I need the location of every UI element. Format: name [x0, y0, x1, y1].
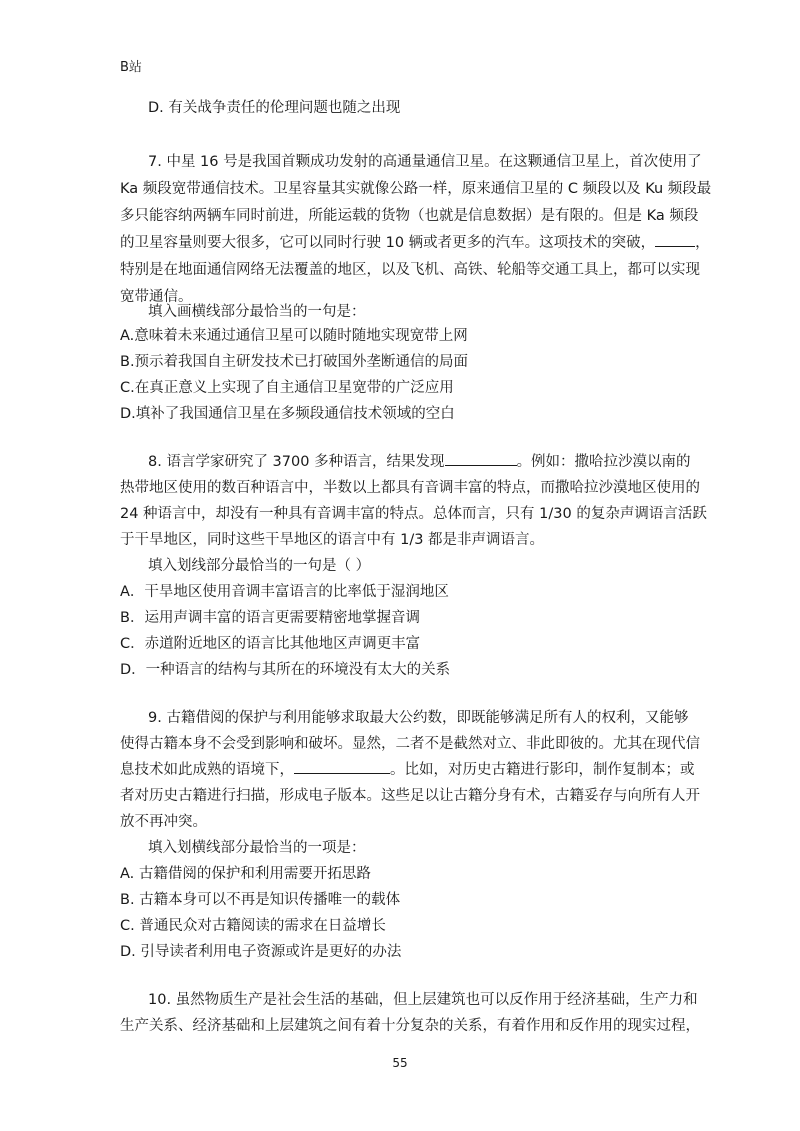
q9-option-c: C. 普通民众对古籍阅读的需求在日益增长	[120, 918, 386, 934]
q8-option-d: D．一种语言的结构与其所在的环境没有太大的关系	[120, 662, 451, 678]
q9-option-a: A. 古籍借阅的保护和利用需要开拓思路	[120, 866, 371, 882]
q7-line-4-tail: ，	[695, 235, 710, 251]
q9-fill-blank	[294, 759, 390, 774]
q8-line-1-tail: 。例如：撒哈拉沙漠以南的	[516, 454, 691, 470]
q7-line-5: 特别是在地面通信网络无法覆盖的地区，以及飞机、高铁、轮船等交通工具上，都可以实现	[120, 262, 700, 278]
q7-line-2: Ka 频段宽带通信技术。卫星容量其实就像公路一样，原来通信卫星的 C 频段以及 Ku 频段最	[120, 181, 712, 197]
q10-line-2: 生产关系、经济基础和上层建筑之间有着十分复杂的关系，有着作用和反作用的现实过程，	[120, 1018, 700, 1034]
q8-line-1	[148, 450, 691, 471]
q7-line-3: 多只能容纳两辆车同时前进，所能运载的货物（也就是信息数据）是有限的。但是 Ka 频段	[120, 208, 699, 224]
q8-line-4: 于干旱地区，同时这些干旱地区的语言中有 1/3 都是非声调语言。	[120, 532, 545, 548]
q7-prompt: 填入画横线部分最恰当的一句是：	[148, 304, 366, 320]
q7-line-4	[120, 231, 710, 252]
q9-line-3	[120, 758, 695, 779]
q9-line-1: 9. 古籍借阅的保护与利用能够求取最大公约数，即既能够满足所有人的权利，又能够	[148, 710, 689, 726]
q8-option-c: C．赤道附近地区的语言比其他地区声调更丰富	[120, 636, 421, 652]
q8-prompt: 填入划线部分最恰当的一句是（ ）	[148, 558, 371, 574]
q7-option-c: C.在真正意义上实现了自主通信卫星宽带的广泛应用	[120, 380, 454, 396]
q10-line-1: 10. 虽然物质生产是社会生活的基础，但上层建筑也可以反作用于经济基础，生产力和	[148, 992, 698, 1008]
q7-option-d: D.填补了我国通信卫星在多频段通信技术领域的空白	[120, 406, 455, 422]
q9-option-b: B. 古籍本身可以不再是知识传播唯一的载体	[120, 892, 401, 908]
q7-line-6: 宽带通信。	[120, 289, 193, 305]
q8-line-2: 热带地区使用的数百种语言中，半数以上都具有音调丰富的特点，而撒哈拉沙漠地区使用的	[120, 480, 700, 496]
q9-line-5: 放不再冲突。	[120, 814, 207, 830]
q8-line-1-text: 8. 语言学家研究了 3700 多种语言，结果发现	[148, 454, 445, 470]
q9-line-3-tail: 。比如，对历史古籍进行影印，制作复制本；或	[390, 762, 695, 778]
q9-option-d: D. 引导读者利用电子资源或许是更好的办法	[120, 944, 402, 960]
q9-line-3-text: 息技术如此成熟的语境下，	[120, 762, 294, 778]
q9-line-4: 者对历史古籍进行扫描，形成电子版本。这些足以让古籍分身有术，古籍妥存与向所有人开	[120, 788, 700, 804]
q7-option-a: A.意味着未来通过通信卫星可以随时随地实现宽带上网	[120, 328, 468, 344]
page-header: B站	[120, 60, 142, 75]
page-number: 55	[392, 1056, 408, 1070]
q7-line-1: 7. 中星 16 号是我国首颗成功发射的高通量通信卫星。在这颗通信卫星上，首次使用了	[148, 154, 702, 170]
q8-fill-blank	[445, 451, 517, 466]
q7-fill-blank	[655, 232, 695, 247]
q9-line-2: 使得古籍本身不会受到影响和破坏。显然，二者不是截然对立、非此即彼的。尤其在现代信	[120, 736, 700, 752]
q9-prompt: 填入划横线部分最恰当的一项是：	[148, 840, 366, 856]
q8-line-3: 24 种语言中，却没有一种具有音调丰富的特点。总体而言，只有 1/30 的复杂声调语言活跃	[120, 506, 707, 522]
q7-option-b: B.预示着我国自主研发技术已打破国外垄断通信的局面	[120, 354, 469, 370]
q8-option-b: B．运用声调丰富的语言更需要精密地掌握音调	[120, 610, 420, 626]
option-d-previous: D. 有关战争责任的伦理问题也随之出现	[148, 100, 401, 116]
q8-option-a: A．干旱地区使用音调丰富语言的比率低于湿润地区	[120, 584, 449, 600]
q7-line-4-text: 的卫星容量则要大很多，它可以同时行驶 10 辆或者更多的汽车。这项技术的突破，	[120, 235, 656, 251]
